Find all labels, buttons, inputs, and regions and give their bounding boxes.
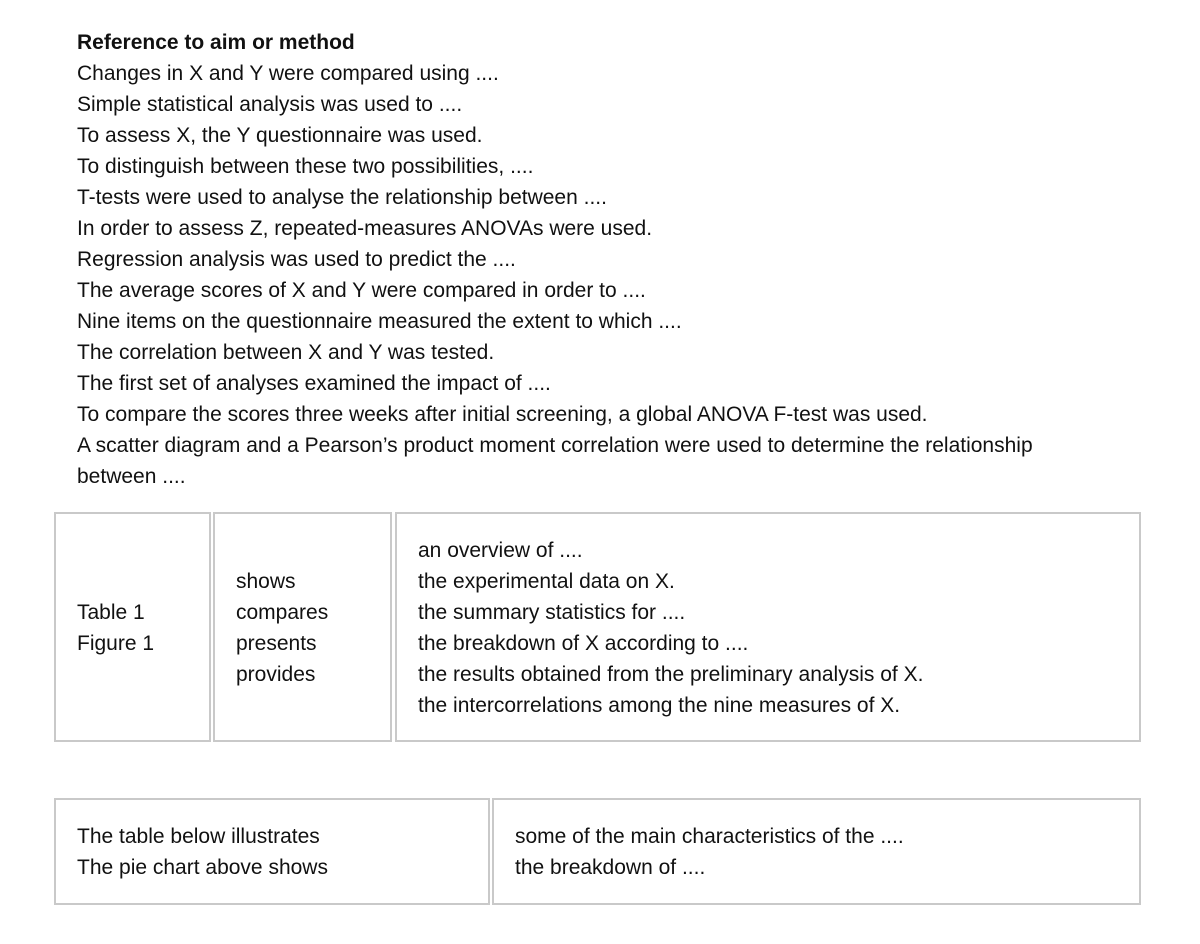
phrase-item: To compare the scores three weeks after initial screening, a global ANOVA F-test was used. xyxy=(77,403,928,426)
object-item: the results obtained from the preliminary analysis of X. xyxy=(418,663,924,686)
table-two-right-item: some of the main characteristics of the .... xyxy=(515,825,904,848)
object-item: the experimental data on X. xyxy=(418,570,675,593)
table-two-left-item: The table below illustrates xyxy=(77,825,320,848)
object-item: the intercorrelations among the nine measures of X. xyxy=(418,694,901,717)
phrase-item: A scatter diagram and a Pearson’s product moment correlation were used to determine the relationship between .... xyxy=(77,434,1033,488)
verb-list xyxy=(236,566,328,690)
phrase-list xyxy=(77,58,1077,492)
verb-item: provides xyxy=(236,663,316,686)
table-two-left-list xyxy=(77,821,328,883)
table-two-right-item: the breakdown of .... xyxy=(515,856,706,879)
table-one-subject-cell xyxy=(54,512,211,742)
table-two-left-item: The pie chart above shows xyxy=(77,856,328,879)
phrase-item: The average scores of X and Y were compared in order to .... xyxy=(77,279,646,302)
verb-item: shows xyxy=(236,570,296,593)
object-item: an overview of .... xyxy=(418,539,583,562)
table-two-right-list xyxy=(515,821,904,883)
subject-item: Table 1 xyxy=(77,601,145,624)
phrase-item: The correlation between X and Y was tested. xyxy=(77,341,495,364)
phrase-item: To assess X, the Y questionnaire was used. xyxy=(77,124,483,147)
phrase-item: The first set of analyses examined the impact of .... xyxy=(77,372,551,395)
phrase-item: Nine items on the questionnaire measured the extent to which .... xyxy=(77,310,682,333)
phrase-item: To distinguish between these two possibilities, .... xyxy=(77,155,534,178)
phrase-item: Simple statistical analysis was used to .... xyxy=(77,93,463,116)
table-one-verb-cell xyxy=(213,512,392,742)
table-one-object-cell xyxy=(395,512,1141,742)
object-list xyxy=(418,535,923,721)
phrase-item: In order to assess Z, repeated-measures ANOVAs were used. xyxy=(77,217,653,240)
verb-item: presents xyxy=(236,632,317,655)
table-two-right-cell xyxy=(492,798,1141,905)
section-heading: Reference to aim or method xyxy=(77,31,355,54)
phrase-item: Changes in X and Y were compared using .... xyxy=(77,62,499,85)
phrase-item: T-tests were used to analyse the relationship between .... xyxy=(77,186,607,209)
object-item: the breakdown of X according to .... xyxy=(418,632,749,655)
phrase-item: Regression analysis was used to predict the .... xyxy=(77,248,516,271)
subject-item: Figure 1 xyxy=(77,632,155,655)
verb-item: compares xyxy=(236,601,329,624)
subject-list xyxy=(77,597,154,659)
table-two-left-cell xyxy=(54,798,490,905)
object-item: the summary statistics for .... xyxy=(418,601,686,624)
